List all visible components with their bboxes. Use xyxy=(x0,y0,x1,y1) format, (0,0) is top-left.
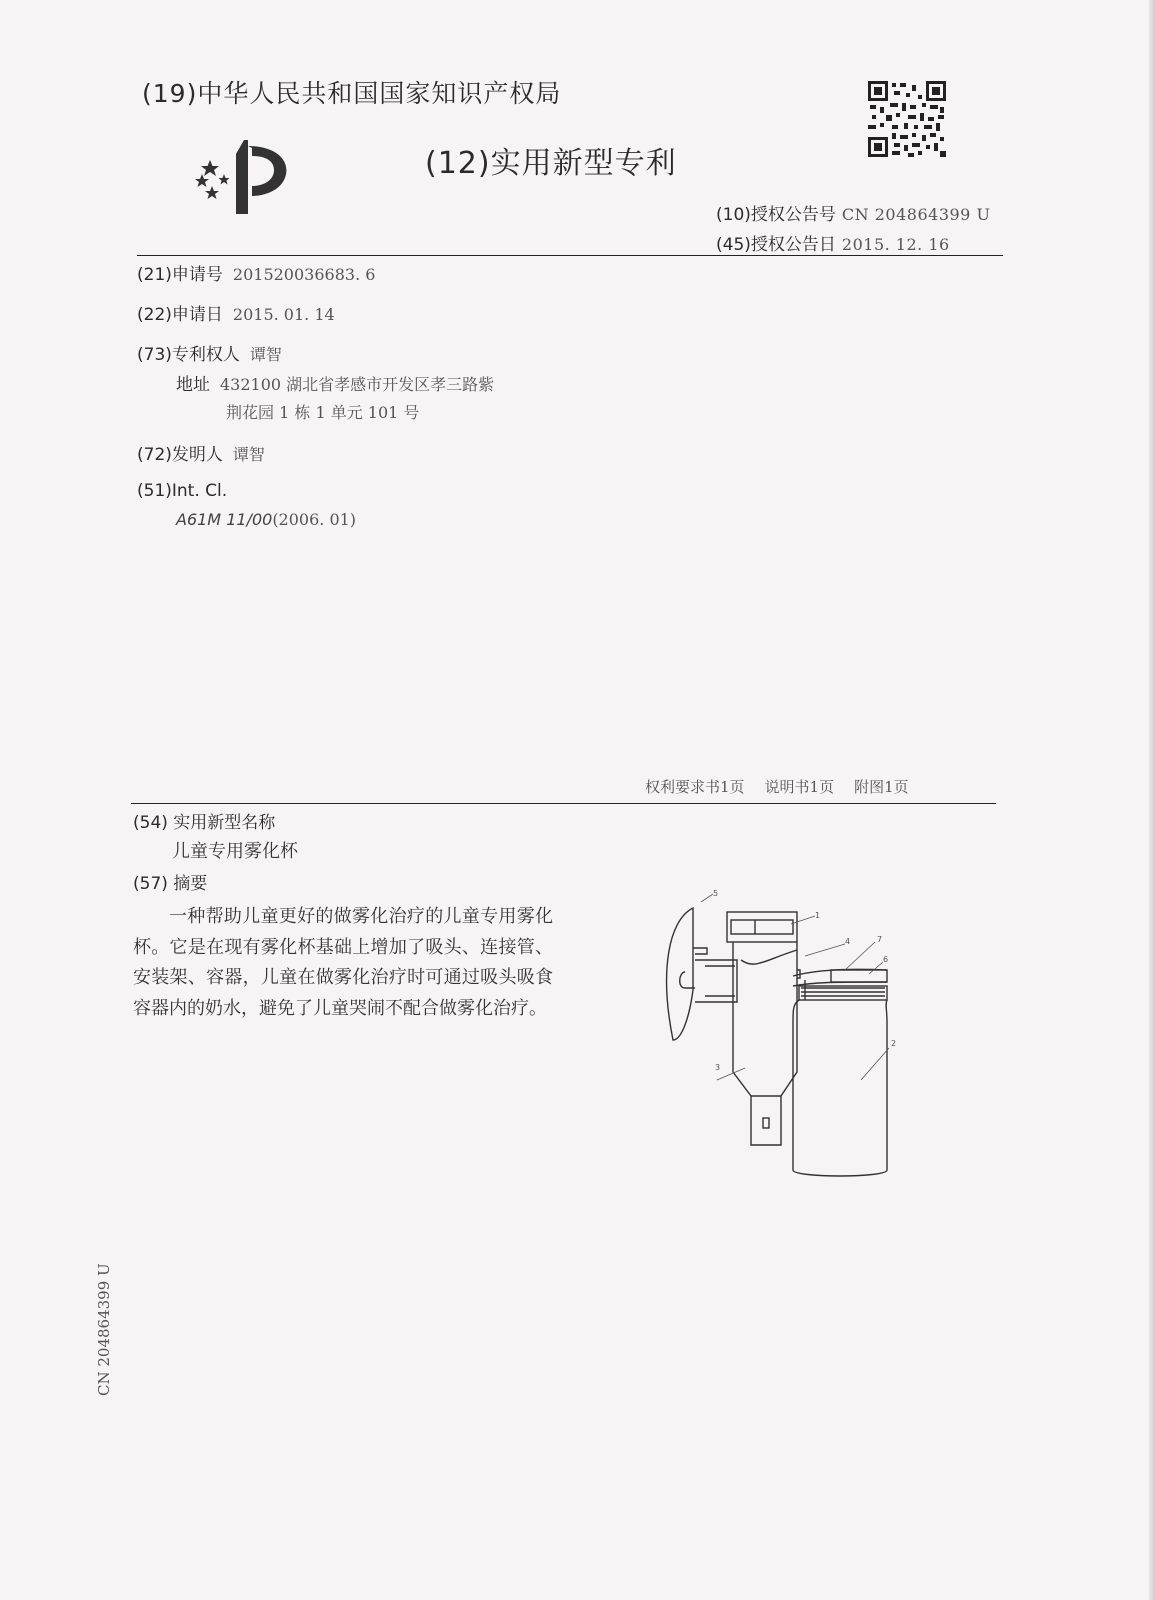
intcl-label: (51)Int. Cl. xyxy=(137,481,228,501)
utility-model-title: 儿童专用雾化杯 xyxy=(172,841,298,862)
figure-label-1: 1 xyxy=(815,911,821,920)
patentee-value: 谭智 xyxy=(249,345,282,364)
description-page-count: 说明书1页 xyxy=(764,778,835,796)
figure-label-7: 7 xyxy=(877,935,883,944)
claims-page-count: 权利要求书1页 xyxy=(645,778,745,796)
address-line-2: 荆花园 1 栋 1 单元 101 号 xyxy=(226,403,420,422)
application-date-label: (22)申请日 xyxy=(137,305,223,325)
figure-label-2: 2 xyxy=(891,1039,897,1048)
grant-date-value: 2015. 12. 16 xyxy=(841,235,950,254)
inventor-value: 谭智 xyxy=(232,445,265,464)
figure-label-6: 6 xyxy=(883,955,889,964)
grant-date-label: (45)授权公告日 xyxy=(716,235,836,255)
address-label: 地址 xyxy=(176,375,210,395)
patentee-label: (73)专利权人 xyxy=(137,345,240,365)
grant-number-label: (10)授权公告号 xyxy=(716,205,836,225)
abstract-figure xyxy=(655,890,905,1190)
qr-code-icon xyxy=(868,81,946,157)
application-number-row xyxy=(137,260,375,285)
title-section-label: (54) 实用新型名称 xyxy=(133,813,276,833)
page-counts xyxy=(645,776,929,797)
address-row xyxy=(176,370,494,395)
scan-edge xyxy=(1149,0,1155,1600)
application-number-value: 201520036683. 6 xyxy=(232,265,376,284)
document-type: (12)实用新型专利 xyxy=(425,146,677,181)
drawings-page-count: 附图1页 xyxy=(854,778,909,796)
address-line-1: 432100 湖北省孝感市开发区孝三路紫 xyxy=(220,375,495,394)
grant-number-row xyxy=(716,200,990,225)
figure-label-4: 4 xyxy=(845,937,851,946)
application-date-row xyxy=(137,300,335,325)
office-name: (19)中华人民共和国国家知识产权局 xyxy=(142,79,562,108)
application-date-value: 2015. 01. 14 xyxy=(232,305,335,324)
grant-number-value: CN 204864399 U xyxy=(841,205,991,224)
cnipa-logo xyxy=(188,136,298,216)
top-divider xyxy=(137,255,1003,256)
inventor-row xyxy=(137,440,265,465)
intcl-code: A61M 11/00 xyxy=(176,510,273,529)
patentee-row xyxy=(137,340,282,365)
intcl-value xyxy=(176,510,356,529)
abstract-text: 一种帮助儿童更好的做雾化治疗的儿童专用雾化杯。它是在现有雾化杯基础上增加了吸头、连接管、安装架、容器，儿童在做雾化治疗时可通过吸头吸食容器内的奶水，避免了儿童哭闹不配合做雾化治疗。 xyxy=(133,906,553,1019)
side-publication-number: CN 204864399 U xyxy=(95,1263,113,1396)
intcl-year: (2006. 01) xyxy=(272,510,357,529)
figure-label-5: 5 xyxy=(713,890,719,898)
inventor-label: (72)发明人 xyxy=(137,445,223,465)
grant-date-row xyxy=(716,230,950,255)
abstract-label: (57) 摘要 xyxy=(133,874,208,894)
figure-label-3: 3 xyxy=(715,1063,721,1072)
middle-divider xyxy=(131,803,996,804)
application-number-label: (21)申请号 xyxy=(137,265,223,285)
